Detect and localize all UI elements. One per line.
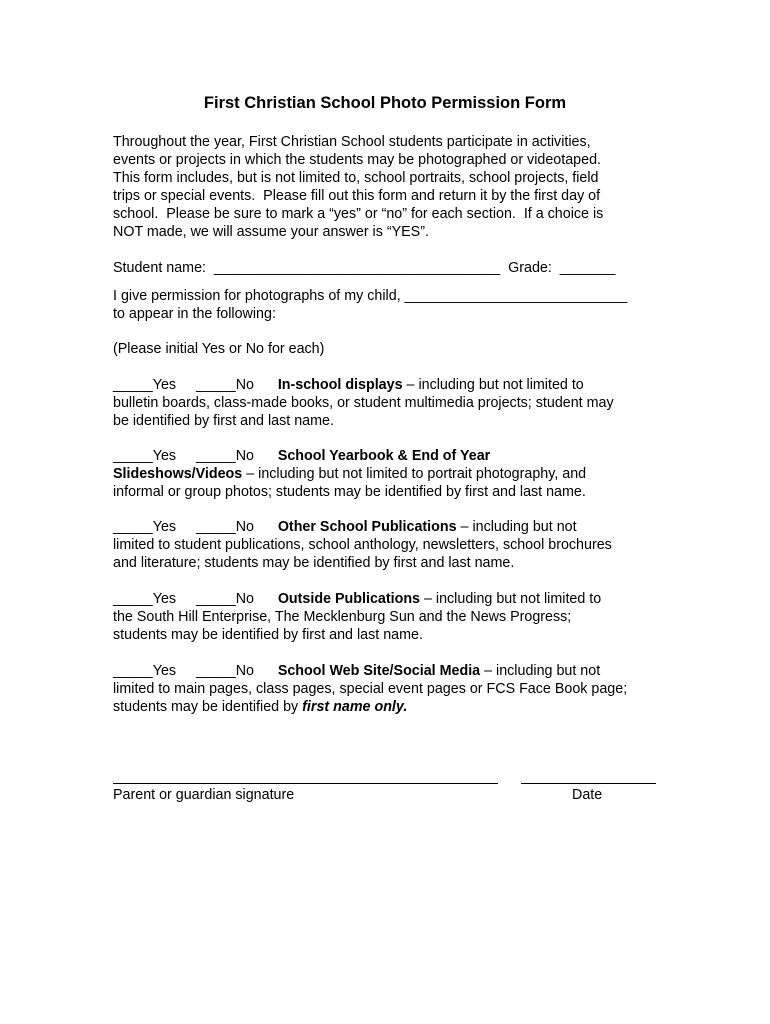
section-line: limited to main pages, class pages, special event pages or FCS Face Book page; [113,681,628,697]
parent-signature-line[interactable] [113,783,498,784]
student-info-line[interactable] [113,259,673,277]
section-heading-continued: Slideshows/Videos [113,466,243,482]
yes-no-initial-fields[interactable]: _____Yes _____No [113,448,278,464]
permission-line: to appear in the following: [113,306,276,322]
section-text: – including but not limited to [402,377,584,393]
yes-no-initial-fields[interactable]: _____Yes _____No [113,663,278,679]
section-text: – including but not [480,663,601,679]
section-heading: Outside Publications [277,591,421,607]
yes-no-initial-fields[interactable]: _____Yes _____No [113,377,278,393]
section-line: limited to student publications, school anthology, newsletters, school brochures [113,537,612,553]
emphasis-text: first name only. [302,699,408,715]
section-other-school-publications [113,518,673,572]
section-first-line [113,662,673,680]
parent-signature-label: Parent or guardian signature [113,787,295,803]
permission-statement [113,287,673,323]
section-line: and literature; students may be identified by first and last name. [113,555,515,571]
section-heading: Other School Publications [277,519,457,535]
section-yearbook-slideshows [113,447,673,501]
permission-line-child-name[interactable]: I give permission for photographs of my child, ____________________________ [113,288,628,304]
instruction-line: (Please initial Yes or No for each) [113,341,325,357]
intro-line: school. Please be sure to mark a “yes” or “no” for each section. If a choice is [113,206,604,222]
date-line[interactable] [521,783,656,784]
section-first-line [113,518,673,536]
intro-line: trips or special events. Please fill out this form and return it by the first day of [113,188,601,204]
section-first-line [113,590,673,608]
section-heading: School Yearbook & End of Year [277,448,491,464]
section-second-line [113,465,673,483]
intro-line: NOT made, we will assume your answer is “YES”. [113,224,429,240]
section-web-site-social-media [113,662,673,716]
section-heading: In-school displays [277,377,403,393]
date-label: Date [572,787,603,803]
intro-line: This form includes, but is not limited to, school portraits, school projects, field [113,170,599,186]
intro-line: events or projects in which the students may be photographed or videotaped. [113,152,601,168]
student-name-grade-field[interactable]: Student name: ____________________________________ Grade: _______ [113,260,616,276]
section-text: – including but not limited to portrait photography, and [242,466,587,482]
yes-no-initial-fields[interactable]: _____Yes _____No [113,519,278,535]
form-title: First Christian School Photo Permission Form [203,94,567,112]
yes-no-initial-fields[interactable]: _____Yes _____No [113,591,278,607]
section-heading: School Web Site/Social Media [277,663,481,679]
section-last-line [113,698,673,716]
section-text: – including but not [456,519,577,535]
section-line: be identified by first and last name. [113,413,334,429]
section-first-line [113,376,673,394]
intro-paragraph [113,133,673,241]
section-line: the South Hill Enterprise, The Mecklenburg Sun and the News Progress; [113,609,572,625]
section-in-school-displays [113,376,673,430]
section-line: students may be identified by first and last name. [113,627,423,643]
instruction-text [113,340,673,358]
section-outside-publications [113,590,673,644]
section-line: informal or group photos; students may be identified by first and last name. [113,484,586,500]
section-line: bulletin boards, class-made books, or student multimedia projects; student may [113,395,614,411]
section-text: – including but not limited to [420,591,602,607]
section-first-line [113,447,673,465]
section-text: students may be identified by [113,699,303,715]
intro-line: Throughout the year, First Christian School students participate in activities, [113,134,591,150]
